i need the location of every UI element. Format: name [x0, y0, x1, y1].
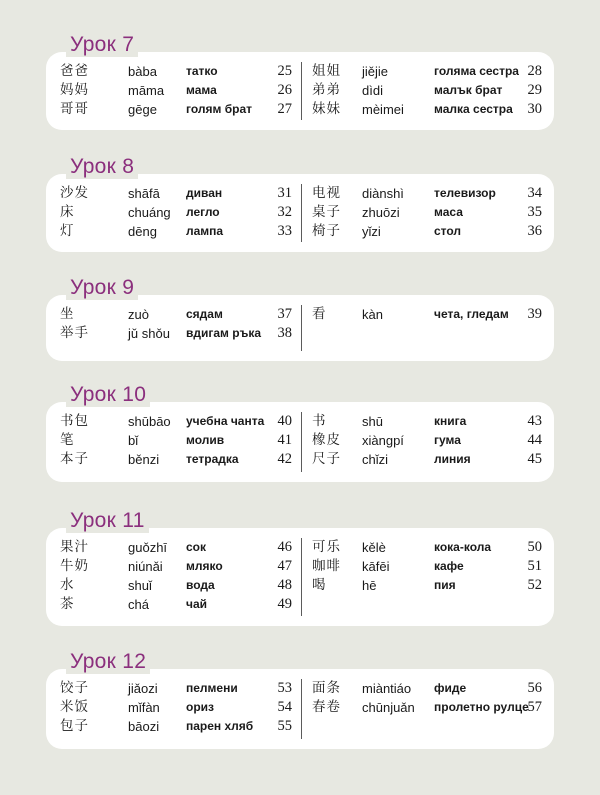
word-number: 34 — [527, 185, 542, 201]
translation: фиде — [434, 681, 467, 695]
word-number: 49 — [277, 596, 292, 612]
translation: лампа — [186, 224, 224, 238]
pinyin: shuǐ — [128, 578, 152, 593]
pinyin: mǐfàn — [128, 700, 160, 715]
translation: маса — [434, 205, 463, 219]
translation: стол — [434, 224, 462, 238]
column-divider — [301, 679, 302, 739]
hanzi: 咖啡 — [312, 558, 341, 574]
vocab-column-right — [312, 412, 542, 469]
word-number: 30 — [527, 101, 542, 117]
pinyin: jiějie — [362, 64, 389, 79]
vocab-row — [60, 576, 292, 595]
hanzi: 妈妈 — [60, 82, 89, 98]
word-number: 39 — [527, 306, 542, 322]
translation: пролетно рулце — [434, 700, 529, 714]
word-number: 42 — [277, 451, 292, 467]
translation: гума — [434, 433, 461, 447]
hanzi: 灯 — [60, 223, 75, 239]
vocab-column-left — [60, 538, 292, 614]
translation: вдигам ръка — [186, 326, 262, 340]
vocab-row — [60, 62, 292, 81]
vocab-row — [60, 698, 292, 717]
pinyin: bāozi — [128, 719, 160, 734]
vocab-row — [312, 431, 542, 450]
vocab-row — [60, 717, 292, 736]
vocab-row — [60, 81, 292, 100]
column-divider — [301, 184, 302, 242]
pinyin: dìdi — [362, 83, 383, 98]
vocab-row — [312, 184, 542, 203]
hanzi: 喝 — [312, 577, 327, 593]
vocab-row — [60, 203, 292, 222]
pinyin: zuò — [128, 307, 149, 322]
hanzi: 笔 — [60, 432, 75, 448]
translation: диван — [186, 186, 223, 200]
column-divider — [301, 412, 302, 472]
translation: кока-кола — [434, 540, 492, 554]
vocab-row — [312, 576, 542, 595]
lesson-title: Урок 11 — [66, 509, 149, 533]
word-number: 33 — [277, 223, 292, 239]
pinyin: xiàngpí — [362, 433, 404, 448]
hanzi: 米饭 — [60, 699, 89, 715]
translation: книга — [434, 414, 467, 428]
vocab-column-left — [60, 184, 292, 241]
hanzi: 沙发 — [60, 185, 89, 201]
vocab-card — [46, 174, 554, 252]
translation: малък брат — [434, 83, 503, 97]
hanzi: 书包 — [60, 413, 89, 429]
word-number: 25 — [277, 63, 292, 79]
pinyin: kāfēi — [362, 559, 390, 574]
vocab-row — [312, 81, 542, 100]
pinyin: gēge — [128, 102, 157, 117]
word-number: 41 — [277, 432, 292, 448]
translation: мляко — [186, 559, 223, 573]
pinyin: kàn — [362, 307, 383, 322]
vocab-row — [60, 679, 292, 698]
translation: линия — [434, 452, 471, 466]
translation: пелмени — [186, 681, 238, 695]
pinyin: chá — [128, 597, 149, 612]
vocab-row — [312, 203, 542, 222]
word-number: 31 — [277, 185, 292, 201]
vocab-row — [312, 698, 542, 717]
pinyin: shūbāo — [128, 414, 171, 429]
pinyin: běnzi — [128, 452, 160, 467]
hanzi: 椅子 — [312, 223, 341, 239]
word-number: 55 — [277, 718, 292, 734]
translation: тетрадка — [186, 452, 239, 466]
hanzi: 饺子 — [60, 680, 89, 696]
hanzi: 尺子 — [312, 451, 341, 467]
vocab-row — [312, 538, 542, 557]
word-number: 52 — [527, 577, 542, 593]
pinyin: hē — [362, 578, 377, 593]
word-number: 29 — [527, 82, 542, 98]
pinyin: niúnǎi — [128, 559, 163, 574]
translation: голям брат — [186, 102, 252, 116]
hanzi: 爸爸 — [60, 63, 89, 79]
pinyin: kělè — [362, 540, 386, 555]
hanzi: 水 — [60, 577, 75, 593]
vocab-column-left — [60, 412, 292, 469]
pinyin: shū — [362, 414, 383, 429]
translation: парен хляб — [186, 719, 254, 733]
hanzi: 看 — [312, 306, 327, 322]
word-number: 57 — [527, 699, 542, 715]
translation: кафе — [434, 559, 464, 573]
hanzi: 姐姐 — [312, 63, 341, 79]
word-number: 43 — [527, 413, 542, 429]
lesson-title: Урок 9 — [66, 276, 138, 300]
pinyin: guǒzhī — [128, 540, 168, 555]
vocab-row — [312, 222, 542, 241]
pinyin: shāfā — [128, 186, 160, 201]
vocab-column-right — [312, 184, 542, 241]
vocab-row — [60, 450, 292, 469]
vocab-row — [312, 305, 542, 324]
hanzi: 坐 — [60, 306, 75, 322]
word-number: 50 — [527, 539, 542, 555]
hanzi: 书 — [312, 413, 327, 429]
translation: сок — [186, 540, 207, 554]
vocab-row — [60, 431, 292, 450]
word-number: 47 — [277, 558, 292, 574]
pinyin: bàba — [128, 64, 157, 79]
translation: вода — [186, 578, 215, 592]
hanzi: 茶 — [60, 596, 75, 612]
lesson-title: Урок 8 — [66, 155, 138, 179]
pinyin: yǐzi — [362, 224, 381, 239]
translation: ориз — [186, 700, 215, 714]
vocab-card — [46, 295, 554, 361]
vocab-row — [312, 100, 542, 119]
hanzi: 面条 — [312, 680, 341, 696]
hanzi: 举手 — [60, 325, 89, 341]
pinyin: dēng — [128, 224, 157, 239]
hanzi: 桌子 — [312, 204, 341, 220]
word-number: 48 — [277, 577, 292, 593]
vocab-row — [60, 324, 292, 343]
translation: чай — [186, 597, 208, 611]
translation: пия — [434, 578, 456, 592]
word-number: 27 — [277, 101, 292, 117]
word-number: 38 — [277, 325, 292, 341]
word-number: 32 — [277, 204, 292, 220]
vocab-column-right — [312, 305, 542, 324]
pinyin: mèimei — [362, 102, 404, 117]
vocab-row — [312, 450, 542, 469]
hanzi: 哥哥 — [60, 101, 89, 117]
translation: сядам — [186, 307, 223, 321]
hanzi: 可乐 — [312, 539, 341, 555]
vocab-column-right — [312, 679, 542, 717]
hanzi: 果汁 — [60, 539, 89, 555]
vocab-row — [60, 222, 292, 241]
translation: голяма сестра — [434, 64, 519, 78]
word-number: 36 — [527, 223, 542, 239]
hanzi: 床 — [60, 204, 75, 220]
translation: телевизор — [434, 186, 496, 200]
vocab-card — [46, 402, 554, 482]
hanzi: 春卷 — [312, 699, 341, 715]
translation: мама — [186, 83, 217, 97]
vocab-column-left — [60, 679, 292, 736]
vocab-column-left — [60, 305, 292, 343]
vocab-card — [46, 669, 554, 749]
pinyin: māma — [128, 83, 165, 98]
translation: чета, гледам — [434, 307, 509, 321]
translation: учебна чанта — [186, 414, 265, 428]
vocab-row — [60, 305, 292, 324]
pinyin: miàntiáo — [362, 681, 412, 696]
word-number: 44 — [527, 432, 542, 448]
vocab-row — [60, 100, 292, 119]
word-number: 45 — [527, 451, 542, 467]
vocab-row — [312, 62, 542, 81]
word-number: 28 — [527, 63, 542, 79]
pinyin: chūnjuǎn — [362, 700, 415, 715]
vocab-row — [312, 557, 542, 576]
word-number: 46 — [277, 539, 292, 555]
lesson-title: Урок 7 — [66, 33, 138, 57]
pinyin: jiǎozi — [128, 681, 158, 696]
vocab-column-right — [312, 538, 542, 595]
vocab-row — [312, 412, 542, 431]
hanzi: 弟弟 — [312, 82, 341, 98]
word-number: 37 — [277, 306, 292, 322]
word-number: 26 — [277, 82, 292, 98]
pinyin: bǐ — [128, 433, 139, 448]
pinyin: diànshì — [362, 186, 404, 201]
vocab-row — [60, 595, 292, 614]
column-divider — [301, 538, 302, 616]
word-number: 54 — [277, 699, 292, 715]
pinyin: chǐzi — [362, 452, 389, 467]
column-divider — [301, 62, 302, 120]
translation: легло — [186, 205, 220, 219]
hanzi: 橡皮 — [312, 432, 341, 448]
hanzi: 电视 — [312, 185, 341, 201]
vocab-row — [312, 679, 542, 698]
word-number: 53 — [277, 680, 292, 696]
vocab-row — [60, 412, 292, 431]
lesson-title: Урок 12 — [66, 650, 150, 674]
translation: малка сестра — [434, 102, 513, 116]
lesson-title: Урок 10 — [66, 383, 150, 407]
column-divider — [301, 305, 302, 351]
word-number: 51 — [527, 558, 542, 574]
vocab-card — [46, 528, 554, 626]
vocab-row — [60, 538, 292, 557]
hanzi: 牛奶 — [60, 558, 89, 574]
word-number: 35 — [527, 204, 542, 220]
vocab-column-left — [60, 62, 292, 119]
vocab-row — [60, 557, 292, 576]
translation: татко — [186, 64, 218, 78]
pinyin: chuáng — [128, 205, 171, 220]
vocab-row — [60, 184, 292, 203]
hanzi: 本子 — [60, 451, 89, 467]
vocab-card — [46, 52, 554, 130]
word-number: 40 — [277, 413, 292, 429]
vocab-column-right — [312, 62, 542, 119]
pinyin: jǔ shǒu — [128, 326, 170, 341]
translation: молив — [186, 433, 225, 447]
hanzi: 妹妹 — [312, 101, 341, 117]
hanzi: 包子 — [60, 718, 89, 734]
word-number: 56 — [527, 680, 542, 696]
pinyin: zhuōzi — [362, 205, 400, 220]
